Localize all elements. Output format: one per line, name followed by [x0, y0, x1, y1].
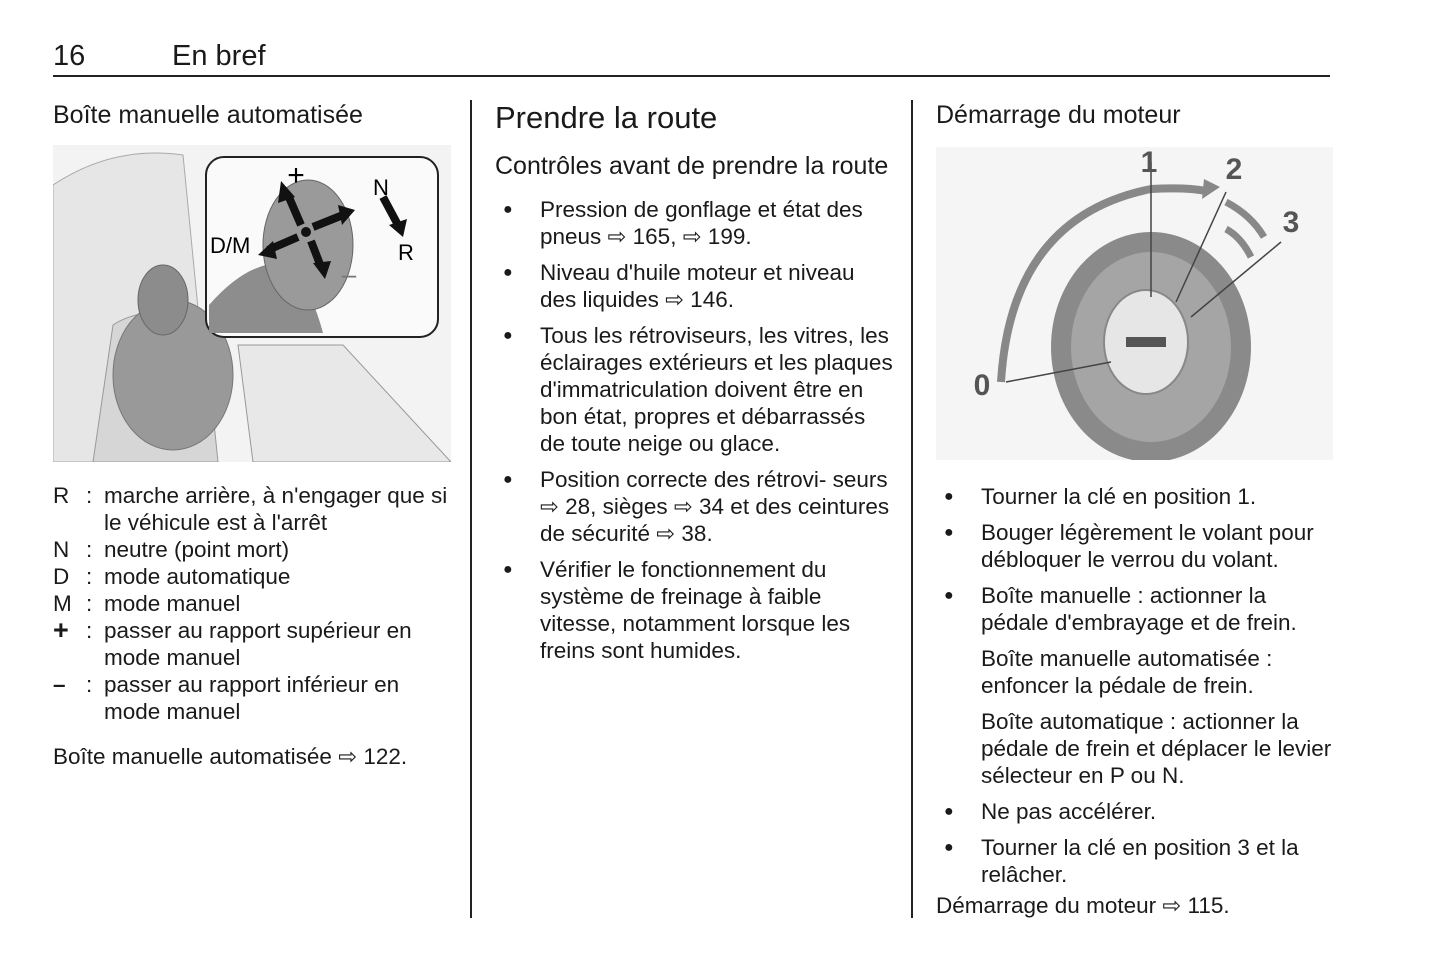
legend-key: + — [53, 615, 69, 645]
position-1-label: 1 — [1140, 147, 1158, 179]
section-heading: Boîte manuelle automatisée — [53, 101, 363, 129]
item-text: Tourner la clé en position 1. — [981, 484, 1257, 509]
legend-key: N — [53, 537, 70, 562]
ref-page: 122. — [363, 744, 408, 769]
legend-key: D — [53, 564, 70, 589]
legend-text: passer au rapport supérieur en mode manuel — [104, 618, 412, 670]
item-text: Position correcte des rétrovi‑ seurs ⇨ 28, sièges ⇨ 34 et des ceintures de sécurité ⇨ 38. — [540, 467, 890, 546]
bullet-icon: ● — [503, 471, 513, 488]
subheading: Contrôles avant de prendre la route — [495, 152, 889, 180]
ref-text: Boîte manuelle automatisée — [53, 744, 332, 769]
dm-label: D/M — [210, 233, 251, 258]
list-item — [495, 466, 895, 547]
steps-list-continued — [936, 798, 1336, 888]
item-text: Ne pas accélérer. — [981, 799, 1157, 824]
cross-reference[interactable] — [936, 892, 1336, 919]
r-label: R — [398, 240, 414, 265]
legend-item: + : passer au rapport supérieur en mode manuel — [53, 617, 453, 671]
item-text: Bouger légèrement le volant pour débloquer le verrou du volant. — [981, 520, 1314, 572]
column-1 — [53, 100, 453, 770]
legend-text: marche arrière, à n'engager que si le véhicule est à l'arrêt — [104, 483, 448, 535]
ignition-illustration — [936, 147, 1333, 460]
item-text: Tous les rétroviseurs, les vitres, les éclairages extérieurs et les plaques d'immatriculation doivent être en bon état, propres et débarrassés de toute neige ou glace. — [540, 323, 893, 456]
sub-paragraph: Boîte manuelle automatisée : enfoncer la pédale de frein. — [981, 646, 1273, 698]
sub-paragraph: Boîte automatique : actionner la pédale de frein et déplacer le levier sélecteur en P ou N. — [981, 709, 1332, 788]
item-text: Niveau d'huile moteur et niveau des liquides ⇨ 146. — [540, 260, 855, 312]
legend-key: – — [53, 672, 66, 697]
bullet-icon: ● — [944, 488, 954, 505]
legend-item: D : mode automatique — [53, 563, 453, 590]
list-item — [495, 259, 895, 313]
item-text: Pression de gonflage et état des pneus ⇨ 165, ⇨ 199. — [540, 197, 863, 249]
section-heading: Démarrage du moteur — [936, 101, 1181, 129]
column-2 — [495, 100, 895, 673]
legend-list — [53, 482, 453, 725]
list-item — [936, 483, 1336, 510]
arrow-right-icon: ⇨ — [338, 744, 358, 769]
position-2-label: 2 — [1225, 153, 1243, 186]
gear-shift-illustration — [53, 145, 451, 462]
bullet-icon: ● — [503, 201, 513, 218]
legend-item: M : mode manuel — [53, 590, 453, 617]
steps-list — [936, 483, 1336, 636]
bullet-icon: ● — [503, 264, 513, 281]
list-item — [936, 798, 1336, 825]
list-item — [495, 556, 895, 664]
position-3-label: 3 — [1282, 206, 1300, 239]
ref-page: 115. — [1187, 893, 1230, 918]
bullet-icon: ● — [503, 561, 513, 578]
item-text: Tourner la clé en position 3 et la relâcher. — [981, 835, 1299, 887]
legend-key: R — [53, 483, 70, 508]
list-item — [936, 582, 1336, 636]
arrow-right-icon: ⇨ — [1162, 893, 1182, 918]
cross-reference[interactable] — [53, 743, 453, 770]
bullet-icon: ● — [944, 524, 954, 541]
legend-key: M — [53, 591, 72, 616]
legend-item: N : neutre (point mort) — [53, 536, 453, 563]
bullet-icon: ● — [944, 839, 954, 856]
column-divider — [470, 100, 472, 918]
item-text: Vérifier le fonctionnement du système de freinage à faible vitesse, notamment lorsque les freins sont humides. — [540, 557, 851, 663]
list-item — [495, 196, 895, 250]
list-item — [936, 834, 1336, 888]
column-3 — [936, 100, 1336, 919]
n-label: N — [373, 175, 389, 200]
ref-text: Démarrage du moteur — [936, 893, 1157, 918]
checklist — [495, 196, 895, 664]
plus-label: + — [287, 159, 305, 192]
legend-text: mode automatique — [104, 564, 291, 589]
list-item — [495, 322, 895, 457]
section-title: En bref — [172, 40, 266, 72]
minus-label: – — [341, 259, 357, 289]
bullet-icon: ● — [944, 803, 954, 820]
list-item — [936, 519, 1336, 573]
legend-item: R : marche arrière, à n'engager que si le véhicule est à l'arrêt — [53, 482, 453, 536]
legend-text: mode manuel — [104, 591, 241, 616]
column-divider — [911, 100, 913, 918]
legend-item: – : passer au rapport inférieur en mode manuel — [53, 671, 453, 725]
page-heading: Prendre la route — [495, 100, 718, 135]
bullet-icon: ● — [503, 327, 513, 344]
position-0-label: 0 — [973, 369, 991, 402]
page-number: 16 — [53, 40, 86, 72]
item-text: Boîte manuelle : actionner la pédale d'embrayage et de frein. — [981, 583, 1297, 635]
header-rule — [53, 75, 1330, 77]
legend-text: neutre (point mort) — [104, 537, 290, 562]
legend-text: passer au rapport inférieur en mode manuel — [104, 672, 400, 724]
bullet-icon: ● — [944, 587, 954, 604]
